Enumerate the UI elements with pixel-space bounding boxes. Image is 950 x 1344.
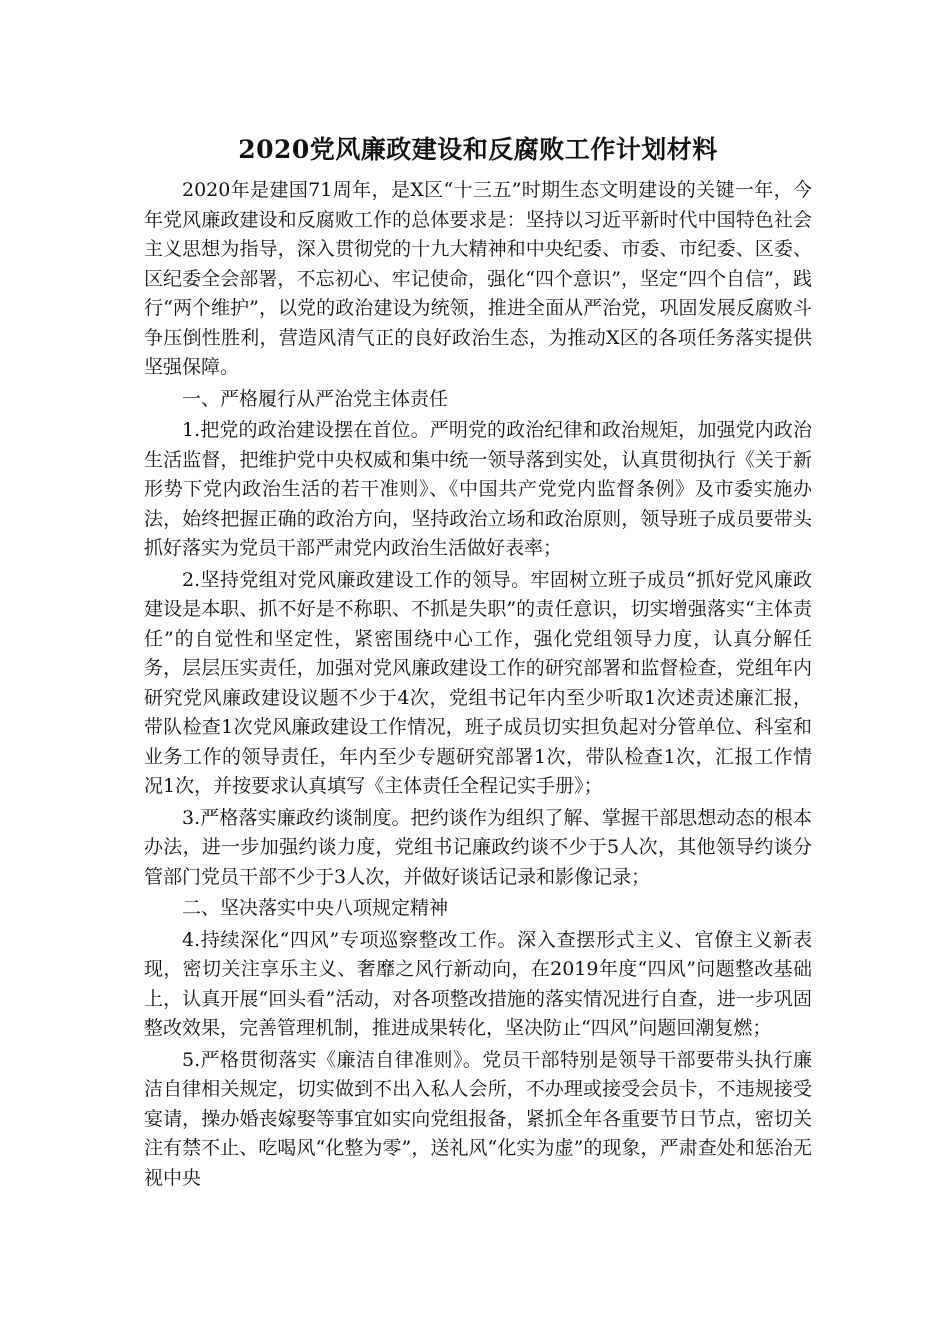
section-heading-1: 一、严格履行从严治党主体责任: [182, 387, 449, 410]
paragraph-item-3: 3.严格落实廉政约谈制度。把约谈作为组织了解、掌握干部思想动态的根本办法，进一步加强约谈力度，党组书记廉政约谈不少于5人次，其他领导约谈分管部门党员干部不少于3人次，并做好谈话记录和影像记录；: [144, 806, 812, 888]
paragraph-item-1: 1.把党的政治建设摆在首位。严明党的政治纪律和政治规矩，加强党内政治生活监督，把维护党中央权威和集中统一领导落到实处，认真贯彻执行《关于新形势下党内政治生活的若干准则》、《中国共产党党内监督条例》及市委实施办法，始终把握正确的政治方向，坚持政治立场和政治原则，领导班子成员要带头抓好落实为党员干部严肃党内政治生活做好表率；: [144, 419, 812, 559]
paragraph-item-2: 2.坚持党组对党风廉政建设工作的领导。牢固树立班子成员“抓好党风廉政建设是本职、抓不好是不称职、不抓是失职”的责任意识，切实增强落实“主体责任”的自觉性和坚定性，紧密围绕中心工作，强化党组领导力度，认真分解任务，层层压实责任，加强对党风廉政建设工作的研究部署和监督检查，党组年内研究党风廉政建设议题不少于4次，党组书记年内至少听取1次述责述廉汇报，带队检查1次党风廉政建设工作情况，班子成员切实担负起对分管单位、科室和业务工作的领导责任，年内至少专题研究部署1次，带队检查1次，汇报工作情况1次，并按要求认真填写《主体责任全程记实手册》；: [144, 568, 812, 797]
paragraph-item-5: 5.严格贯彻落实《廉洁自律准则》。党员干部特别是领导干部要带头执行廉洁自律相关规定，切实做到不出入私人会所，不办理或接受会员卡，不违规接受宴请，操办婚丧嫁娶等事宜如实向党组报备，紧抓全年各重要节日节点，密切关注有禁不止、吃喝风“化整为零”，送礼风“化实为虚”的现象，严肃查处和惩治无视中央: [144, 1048, 812, 1189]
section-heading-2: 二、坚决落实中央八项规定精神: [182, 897, 449, 919]
paragraph-item-4: 4.持续深化“四风”专项巡察整改工作。深入查摆形式主义、官僚主义新表现，密切关注享乐主义、奢靡之风行新动向，在2019年度“四风”问题整改基础上，认真开展“回头看”活动，对各项整改措施的落实情况进行自查，进一步巩固整改效果，完善管理机制，推进成果转化，坚决防止“四风”问题回潮复燃；: [144, 928, 812, 1039]
paragraph-intro: 2020年是建国71周年，是X区“十三五”时期生态文明建设的关键一年，今年党风廉政建设和反腐败工作的总体要求是：坚持以习近平新时代中国特色社会主义思想为指导，深入贯彻党的十九大精神和中央纪委、市委、市纪委、区委、区纪委全会部署，不忘初心、牢记使命，强化“四个意识”，坚定“四个自信”，践行“两个维护”，以党的政治建设为统领，推进全面从严治党，巩固发展反腐败斗争压倒性胜利，营造风清气正的良好政治生态，为推动X区的各项任务落实提供坚强保障。: [144, 179, 812, 378]
document-title: 2020党风廉政建设和反腐败工作计划材料: [238, 135, 718, 164]
